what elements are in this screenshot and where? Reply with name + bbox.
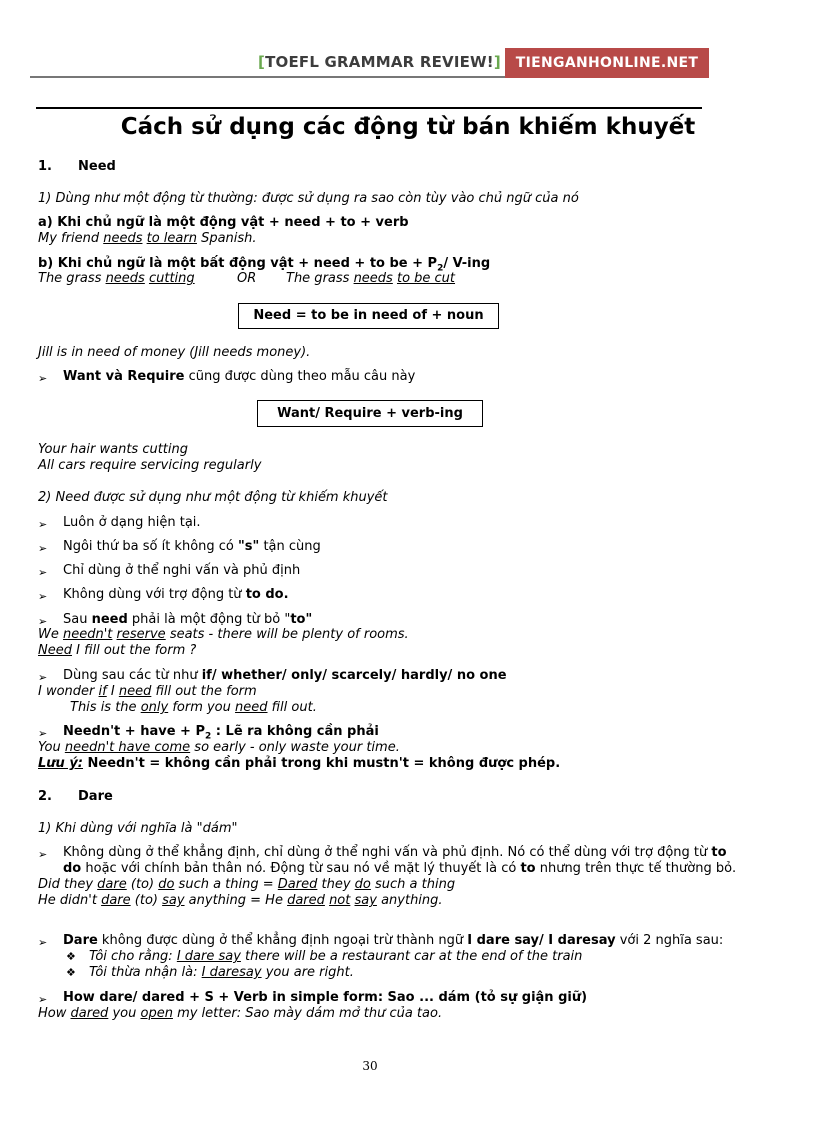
bullet-text: Ngôi thứ ba số ít không có "s" tận cùng — [63, 539, 321, 554]
diamond-bullet-icon: ❖ — [66, 966, 76, 979]
section-heading: Dare — [78, 789, 113, 804]
arrow-bullet-icon: ➢ — [38, 590, 48, 603]
example-line: I wonder if I need fill out the form — [38, 684, 257, 699]
bullet-text: Chỉ dùng ở thể nghi vấn và phủ định — [63, 563, 301, 578]
sub-bullet-text: Tôi cho rằng: I dare say there will be a restaurant car at the end of the train — [89, 949, 583, 964]
bullet-text: Sau need phải là một động từ bỏ "to" — [63, 612, 313, 627]
example-line: Your hair wants cutting — [38, 442, 189, 457]
sub-bullet-text: Tôi thừa nhận là: I daresay you are right. — [89, 965, 354, 980]
example-line: Jill is in need of money (Jill needs money). — [38, 345, 311, 360]
subsection-heading: 1) Khi dùng với nghĩa là "dám" — [38, 821, 238, 836]
formula-box: Need = to be in need of + noun — [238, 303, 499, 329]
page-title: Cách sử dụng các động từ bán khiếm khuyết — [120, 114, 696, 140]
header-divider — [30, 76, 505, 78]
example-line: This is the only form you need fill out. — [70, 700, 317, 715]
rule-b: b) Khi chủ ngữ là một bất động vật + need + to be + $P_2/$ V-ing — [38, 256, 491, 274]
bullet-text: Needn't + have + $P_2$ : Lẽ ra không cần phải — [63, 724, 379, 742]
arrow-bullet-icon: ➢ — [38, 936, 48, 949]
example-line: Need I fill out the form ? — [38, 643, 197, 658]
bullet-text: Không dùng với trợ động từ to do. — [63, 587, 289, 602]
site-badge[interactable]: TIENGANHONLINE.NET — [505, 48, 709, 78]
note: Lưu ý: Needn't = không cần phải trong khi mustn't = không được phép. — [38, 756, 561, 771]
arrow-bullet-icon: ➢ — [38, 542, 48, 555]
header-title: [TOEFL GRAMMAR REVIEW!] — [258, 53, 501, 71]
rule-a: a) Khi chủ ngữ là một động vật + need + to + verb — [38, 215, 409, 230]
bullet-text: How dare/ dared + S + Verb in simple form: Sao ... dám (tỏ sự giận giữ) — [63, 990, 588, 1005]
arrow-bullet-icon: ➢ — [38, 993, 48, 1006]
diamond-bullet-icon: ❖ — [66, 950, 76, 963]
bullet-text: Dùng sau các từ như if/ whether/ only/ scarcely/ hardly/ no one — [63, 668, 507, 683]
subsection-heading: 2) Need được sử dụng như một động từ khiếm khuyết — [38, 490, 388, 505]
section-number: 2. — [38, 789, 52, 804]
example-line: The grass needs cutting — [38, 271, 195, 286]
bullet-text: Dare không được dùng ở thể khẳng định ngoại trừ thành ngữ I dare say/ I daresay với 2 nghĩa sau: — [63, 933, 724, 948]
arrow-bullet-icon: ➢ — [38, 566, 48, 579]
bullet-text: Không dùng ở thể khẳng định, chỉ dùng ở thể nghi vấn và phủ định. Nó có thể dùng với trợ động từ to — [63, 845, 727, 860]
arrow-bullet-icon: ➢ — [38, 615, 48, 628]
example-line: He didn't dare (to) say anything = He dared not say anything. — [38, 893, 443, 908]
subsection-heading: 1) Dùng như một động từ thường: được sử dụng ra sao còn tùy vào chủ ngữ của nó — [38, 191, 579, 206]
arrow-bullet-icon: ➢ — [38, 671, 48, 684]
arrow-bullet-icon: ➢ — [38, 372, 48, 385]
example-line: You needn't have come so early - only waste your time. — [38, 740, 400, 755]
arrow-bullet-icon: ➢ — [38, 727, 48, 740]
page-number: 30 — [362, 1059, 378, 1073]
example-line: We needn't reserve seats - there will be plenty of rooms. — [38, 627, 409, 642]
title-rule — [36, 107, 702, 109]
example-line: Did they dare (to) do such a thing = Dared they do such a thing — [38, 877, 456, 892]
formula-box: Want/ Require + verb-ing — [257, 400, 483, 427]
bullet-text: Luôn ở dạng hiện tại. — [63, 515, 201, 530]
bullet-text: Want và Require cũng được dùng theo mẫu câu này — [63, 369, 416, 384]
or-label: OR — [237, 271, 257, 286]
bullet-text: do hoặc với chính bản thân nó. Động từ sau nó về mặt lý thuyết là có to nhưng trên thực tế thường bỏ. — [63, 861, 737, 876]
section-number: 1. — [38, 159, 52, 174]
example-line: All cars require servicing regularly — [38, 458, 262, 473]
example-line: How dared you open my letter: Sao mày dám mở thư của tao. — [38, 1006, 443, 1021]
example-line: My friend needs to learn Spanish. — [38, 231, 257, 246]
section-heading: Need — [78, 159, 116, 174]
example-line: The grass needs to be cut — [286, 271, 456, 286]
arrow-bullet-icon: ➢ — [38, 848, 48, 861]
arrow-bullet-icon: ➢ — [38, 518, 48, 531]
